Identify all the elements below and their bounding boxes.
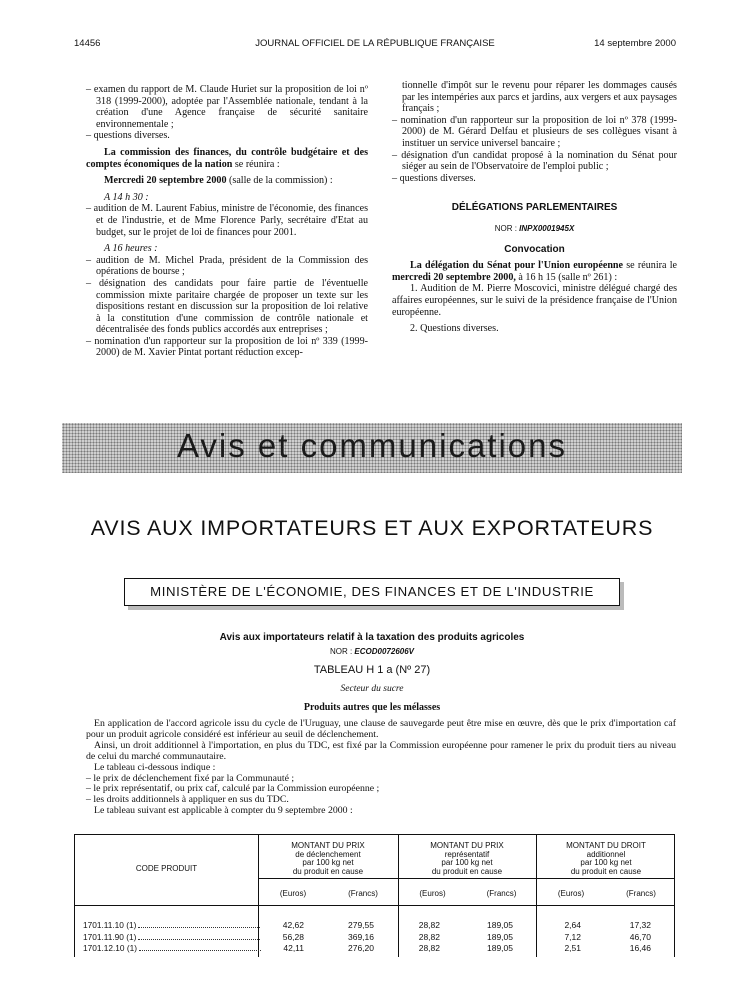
table-cell: 17,32 [629, 920, 651, 930]
table-cell: 56,28 [282, 932, 304, 942]
delegation-time: à 16 h 15 (salle nº 261) : [515, 271, 618, 283]
header-line: MONTANT DU PRIX [430, 841, 504, 850]
list-item: – questions diverses. [392, 172, 476, 184]
column-header-representative-price [398, 842, 536, 876]
delegation-tail: se réunira le [623, 260, 677, 272]
nor-code: INPX0001945X [519, 223, 575, 233]
time-heading [86, 243, 368, 255]
table-cell: 369,16 [348, 932, 374, 942]
header-line: représentatif [444, 849, 490, 859]
leader-dots [138, 933, 260, 940]
agenda-item: 2. Questions diverses. [410, 323, 499, 335]
list-item: – désignation d'un candidat proposé à la nomination du Sénat pour siéger au sein de l'Observatoire de l'emploi public ; [392, 149, 677, 173]
banner-title: Avis et communications [176, 427, 568, 464]
paragraph: Le tableau suivant est applicable à compter du 9 septembre 2000 : [94, 805, 353, 817]
nor-label: NOR : [494, 223, 520, 233]
nor-code: ECOD0072606V [354, 647, 415, 656]
list-item: – audition de M. Laurent Fabius, ministre de l'économie, des finances et de l'industrie, et de Mme Florence Parly, secrétaire d'Etat au budget, sur le projet de loi de finances pour 2001. [86, 203, 368, 238]
unit-francs: (Francs) [486, 889, 517, 898]
section-title: DÉLÉGATIONS PARLEMENTAIRES [451, 202, 618, 214]
unit-euros: (Euros) [557, 889, 585, 898]
table-cell: 42,62 [282, 920, 304, 930]
nor-label: NOR : [329, 647, 355, 656]
page-header [74, 38, 676, 52]
commission-paragraph [86, 147, 368, 170]
column-header-code: CODE PRODUIT [135, 864, 198, 873]
list-item: – nomination d'un rapporteur sur la proposition de loi nº 378 (1999-2000) de M. Gérard Delfau et plusieurs de ses collègues visant à instituer un service universel bancaire ; [392, 114, 677, 149]
time-label: A 16 heures : [104, 243, 158, 255]
header-line: du produit en cause [431, 866, 503, 876]
agenda-item: 1. Audition de M. Pierre Moscovici, ministre délégué chargé des affaires européennes, sur le suivi de la présidence française de l'Union européenne. [392, 283, 677, 318]
table-cell: 189,05 [487, 932, 513, 942]
header-line: du produit en cause [570, 866, 642, 876]
table-cell: 28,82 [418, 920, 440, 930]
meeting-line [86, 175, 368, 187]
table-cell: 7,12 [564, 932, 581, 942]
unit-francs: (Francs) [348, 889, 378, 898]
table-cell: 42,11 [283, 943, 304, 953]
table-title: TABLEAU H 1 a (Nº 27) [313, 664, 431, 676]
table-cell: 28,82 [418, 932, 440, 942]
list-item: – désignation des candidats pour faire partie de l'éventuelle commission mixte paritaire chargée de proposer un texte sur les dispositions restant en discussion sur la proposition de loi relative à la constitution d'une commission de contrôle nationale et décentralisée des fonds publics accordés aux entreprises ; [86, 277, 368, 336]
journal-title: JOURNAL OFFICIEL DE LA RÉPUBLIQUE FRANÇAISE [255, 38, 495, 49]
right-column [392, 80, 677, 335]
table-row-code [83, 920, 260, 930]
table-row-code [83, 943, 261, 953]
meeting-date: Mercredi 20 septembre 2000 [104, 175, 227, 187]
table-cell: 276,20 [348, 943, 374, 953]
commission-name: La commission des finances, du contrôle budgétaire et des comptes économiques de la nation [86, 146, 368, 170]
header-line: MONTANT DU DROIT [566, 841, 646, 850]
leader-dots [139, 944, 261, 951]
time-label: A 14 h 30 : [104, 191, 149, 203]
column-header-trigger-price [258, 842, 398, 876]
table-row-code [83, 932, 260, 942]
section-banner [62, 423, 682, 473]
list-item: – les droits additionnels à appliquer en sus du TDC. [86, 794, 289, 806]
notice-body [86, 719, 676, 817]
list-item: – examen du rapport de M. Claude Huriet sur la proposition de loi nº 318 (1999-2000), adoptée par l'Assemblée nationale, tendant à la création d'une Agence française de sécurité sanitaire environnementale ; [86, 84, 368, 130]
avis-title: AVIS AUX IMPORTATEURS ET AUX EXPORTATEURS [90, 516, 654, 540]
nor-reference [62, 647, 682, 656]
page-number: 14456 [74, 38, 101, 49]
notice-subtitle: Avis aux importateurs relatif à la taxation des produits agricoles [219, 632, 525, 643]
table-cell: 189,05 [487, 920, 513, 930]
product-code: 1701.11.10 (1) [83, 920, 137, 930]
header-line: du produit en cause [292, 866, 364, 876]
header-line: par 100 kg net [441, 858, 493, 867]
list-item: – le prix de déclenchement fixé par la Communauté ; [86, 772, 295, 784]
unit-euros: (Euros) [419, 889, 446, 898]
paragraph: Le tableau ci-dessous indique : [94, 761, 216, 773]
left-column [86, 84, 368, 359]
list-item: – le prix représentatif, ou prix caf, calculé par la Commission européenne ; [86, 783, 380, 795]
list-item: – audition de M. Michel Prada, président de la Commission des opérations de bourse ; [86, 254, 368, 278]
continued-text: tionnelle d'impôt sur le revenu pour réparer les dommages causés par les intempéries aux parcs et jardins, aux vergers et aux paysages français ; [402, 80, 677, 115]
sector-label: Secteur du sucre [340, 684, 404, 694]
paragraph: En application de l'accord agricole issu du cycle de l'Uruguay, une clause de sauvegarde peut être mise en œuvre, dès que le prix d'importation caf pour un produit agricole considéré est inférieur au seuil de déclenchement. [86, 718, 676, 740]
price-table [74, 834, 675, 957]
product-code: 1701.12.10 (1) [83, 943, 137, 953]
table-divider [258, 878, 674, 879]
nor-reference [392, 223, 677, 235]
table-cell: 28,82 [418, 943, 440, 953]
delegation-name: La délégation du Sénat pour l'Union européenne [410, 260, 624, 272]
list-item: – questions diverses. [86, 130, 170, 142]
meeting-room: (salle de la commission) : [226, 175, 333, 187]
table-divider [75, 905, 674, 906]
unit-euros: (Euros) [279, 889, 307, 898]
time-heading [86, 192, 368, 204]
header-line: MONTANT DU PRIX [291, 841, 365, 850]
ministry-name: MINISTÈRE DE L'ÉCONOMIE, DES FINANCES ET DE L'INDUSTRIE [150, 584, 594, 599]
table-cell: 16,46 [629, 943, 651, 953]
header-line: par 100 kg net [302, 858, 354, 867]
header-line: par 100 kg net [580, 858, 632, 867]
table-cell: 189,05 [487, 943, 513, 953]
header-line: additionnel [586, 849, 626, 859]
issue-date: 14 septembre 2000 [594, 38, 676, 49]
table-cell: 2,64 [564, 920, 581, 930]
paragraph: Ainsi, un droit additionnel à l'importation, en plus du TDC, est fixé par la Commission européenne pour ramener le prix du produit tiers au niveau de celui du marché communautaire. [86, 739, 676, 762]
list-item: – nomination d'un rapporteur sur la proposition de loi nº 339 (1999-2000) de M. Xavier Pintat portant réduction excep- [86, 335, 368, 359]
commission-tail: se réunira : [232, 158, 280, 170]
product-code: 1701.11.90 (1) [83, 932, 137, 942]
unit-francs: (Francs) [626, 889, 656, 898]
ministry-box [124, 578, 620, 606]
table-cell: 279,55 [348, 920, 374, 930]
convocation-heading: Convocation [504, 243, 565, 255]
delegation-date: mercredi 20 septembre 2000, [392, 271, 516, 283]
table-cell: 46,70 [629, 932, 651, 942]
header-line: de déclenchement [295, 849, 361, 859]
delegation-paragraph [392, 260, 677, 283]
products-heading: Produits autres que les mélasses [303, 702, 441, 713]
table-cell: 2,51 [564, 943, 581, 953]
leader-dots [138, 921, 260, 928]
column-header-additional-duty [536, 842, 676, 876]
